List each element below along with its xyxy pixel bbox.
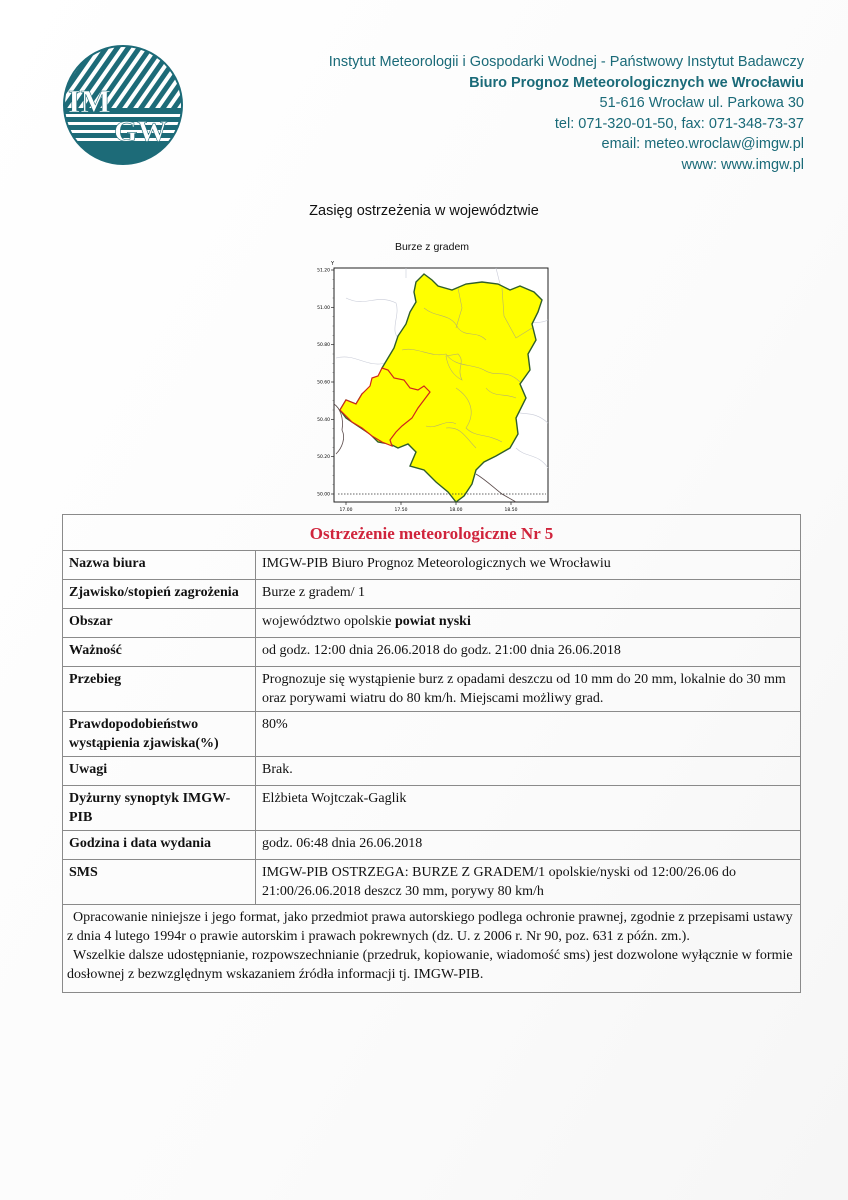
table-row-course (63, 667, 801, 712)
x-axis-ticks (340, 502, 518, 513)
table-row-area (63, 609, 801, 638)
office-name: Biuro Prognoz Meteorologicznych we Wrocławiu (469, 74, 804, 91)
row-value: godz. 06:48 dnia 26.06.2018 (256, 831, 801, 860)
logo-text-bottom: GW (114, 115, 168, 148)
row-label: SMS (63, 860, 256, 905)
y-tick-label: 51.20 (317, 268, 330, 274)
table-row-probability (63, 712, 801, 757)
row-label: Ważność (63, 638, 256, 667)
row-value: Prognozuje się wystąpienie burz z opadami deszczu od 10 mm do 20 mm, lokalnie do 30 mm oraz porywami wiatru do 80 km/h. Miejscami możliwy grad. (256, 667, 801, 712)
table-row-phenomenon (63, 580, 801, 609)
row-value: 80% (256, 712, 801, 757)
table-row-forecaster (63, 786, 801, 831)
row-label: Obszar (63, 609, 256, 638)
warning-table (62, 514, 801, 993)
y-axis-label: Y (331, 261, 335, 267)
institute-header (329, 52, 804, 175)
y-axis-ticks (317, 268, 334, 498)
y-tick-label: 50.20 (317, 455, 330, 461)
table-row-issued (63, 831, 801, 860)
row-value: Burze z gradem/ 1 (256, 580, 801, 609)
row-value (256, 609, 801, 638)
row-label: Dyżurny synoptyk IMGW-PIB (63, 786, 256, 831)
warning-map (306, 258, 558, 514)
row-value: IMGW-PIB Biuro Prognoz Meteorologicznych we Wrocławiu (256, 551, 801, 580)
imgw-logo-icon (62, 44, 184, 166)
row-label: Godzina i data wydania (63, 831, 256, 860)
x-tick-label: 18.50 (504, 508, 518, 513)
table-row-footer (63, 905, 801, 993)
row-value: Brak. (256, 757, 801, 786)
table-row-remarks (63, 757, 801, 786)
y-tick-label: 50.60 (317, 380, 330, 386)
area-county: powiat nyski (394, 614, 471, 629)
warning-title: Ostrzeżenie meteorologiczne Nr 5 (63, 515, 801, 551)
logo-text-top: IM (68, 83, 111, 119)
row-label: Uwagi (63, 757, 256, 786)
x-tick-label: 17.00 (339, 508, 353, 513)
row-value: Elżbieta Wojtczak-Gaglik (256, 786, 801, 831)
x-tick-label: 17.50 (394, 508, 408, 513)
y-tick-label: 51.00 (317, 305, 330, 311)
copyright-notice (63, 905, 801, 993)
office-address: 51-616 Wrocław ul. Parkowa 30 (599, 95, 804, 111)
row-label: Nazwa biura (63, 551, 256, 580)
row-value: od godz. 12:00 dnia 26.06.2018 do godz. 21:00 dnia 26.06.2018 (256, 638, 801, 667)
office-website[interactable]: www: www.imgw.pl (681, 156, 804, 173)
y-tick-label: 50.40 (317, 417, 330, 423)
y-tick-label: 50.80 (317, 343, 330, 349)
row-value: IMGW-PIB OSTRZEGA: BURZE Z GRADEM/1 opolskie/nyski od 12:00/26.06 do 21:00/26.06.2018 deszcz 30 mm, porywy 80 km/h (256, 860, 801, 905)
y-tick-label: 50.00 (317, 492, 330, 498)
table-row-office (63, 551, 801, 580)
row-label: Prawdopodobieństwo wystąpienia zjawiska(%) (63, 712, 256, 757)
table-row-sms (63, 860, 801, 905)
map-subtitle: Burze z gradem (394, 241, 470, 253)
office-phone: tel: 071-320-01-50, fax: 071-348-73-37 (554, 115, 804, 132)
x-tick-label: 18.00 (449, 508, 463, 513)
institute-name: Instytut Meteorologii i Gospodarki Wodnej - Państwowy Instytut Badawczy (328, 54, 804, 70)
distribution-paragraph: Wszelkie dalsze udostępnianie, rozpowszechnianie (przedruk, kopiowanie, wiadomość sms) jest dozwolone wyłącznie w formie dosłownej z bezwzględnym wskazaniem źródła informacji tj. IMGW-PIB. (67, 948, 793, 982)
copyright-paragraph: Opracowanie niniejsze i jego format, jako przedmiot prawa autorskiego podlega ochronie prawnej, zgodnie z przepisami ustawy z dnia 4 lutego 1994r o prawie autorskim i prawach pokrewnych (dz. U. z 2006 r. Nr 90, poz. 631 z późn. zm.). (67, 910, 793, 944)
row-label: Zjawisko/stopień zagrożenia (63, 580, 256, 609)
row-label: Przebieg (63, 667, 256, 712)
table-row-validity (63, 638, 801, 667)
map-title: Zasięg ostrzeżenia w województwie (309, 203, 539, 219)
area-voivodeship: województwo opolskie (262, 614, 395, 629)
office-email[interactable]: email: meteo.wroclaw@imgw.pl (601, 136, 804, 152)
